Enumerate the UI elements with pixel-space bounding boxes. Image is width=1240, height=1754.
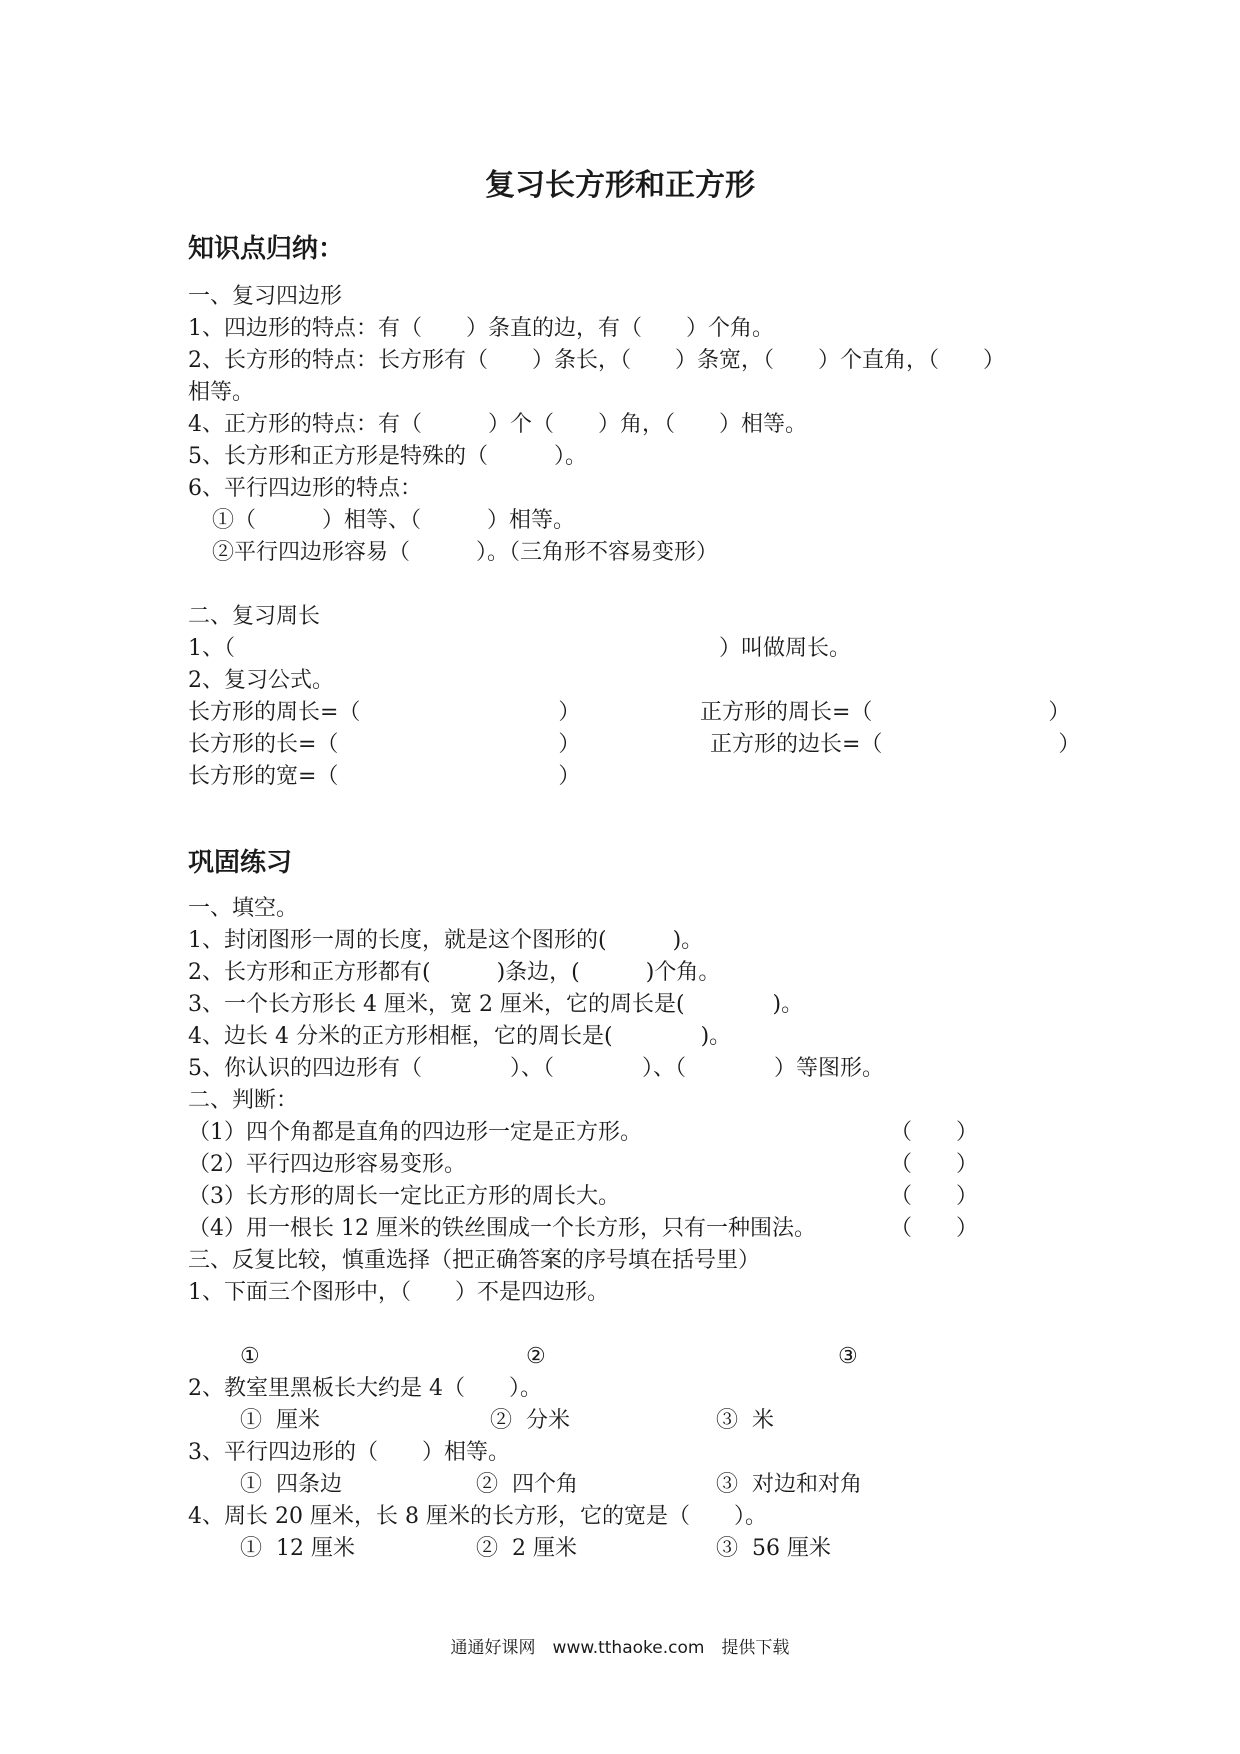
parallelogram-feature-b: ②平行四边形容易（ ）。（三角形不容易变形） [212, 540, 719, 565]
square-feature-line: 4、正方形的特点：有（ ）个（ ）角，（ ）相等。 [188, 412, 807, 437]
judge-item-1-text: （1）四个角都是直角的四边形一定是正方形。 [188, 1120, 642, 1145]
judge-item-2-answer: （ ） [890, 1152, 979, 1177]
choice-1-option-b: ② [526, 1344, 546, 1369]
footer-source: 通通好课网 www.tthaoke.com 提供下载 [450, 1638, 790, 1658]
judge-item-4-answer: （ ） [890, 1216, 979, 1241]
choice-section-title: 三、反复比较，慎重选择（把正确答案的序号填在括号里） [188, 1248, 761, 1273]
choice-1-option-a: ① [240, 1344, 260, 1369]
judge-item-3-text: （3）长方形的周长一定比正方形的周长大。 [188, 1184, 620, 1209]
fill-question-2: 2、长方形和正方形都有( )条边，( )个角。 [188, 960, 721, 985]
choice-question-3: 3、平行四边形的（ ）相等。 [188, 1440, 510, 1465]
choice-3-option-b: ② 四个角 [476, 1472, 578, 1497]
square-perimeter-formula: 正方形的周长=（ ） [700, 700, 1071, 725]
choice-3-option-c: ③ 对边和对角 [716, 1472, 862, 1497]
knowledge-heading: 知识点归纳： [188, 234, 345, 264]
judge-item-2-text: （2）平行四边形容易变形。 [188, 1152, 466, 1177]
parallelogram-feature-line: 6、平行四边形的特点： [188, 476, 422, 501]
page-title: 复习长方形和正方形 [485, 168, 755, 203]
square-side-formula: 正方形的边长=（ ） [710, 732, 1081, 757]
parallelogram-feature-a: ①（ ）相等、（ ）相等。 [212, 508, 576, 533]
fill-question-5: 5、你认识的四边形有（ ）、（ ）、（ ）等图形。 [188, 1056, 884, 1081]
fill-question-3: 3、一个长方形长 4 厘米，宽 2 厘米，它的周长是( )。 [188, 992, 804, 1017]
choice-2-option-c: ③ 米 [716, 1408, 774, 1433]
choice-1-option-c: ③ [838, 1344, 858, 1369]
judge-item-4-text: （4）用一根长 12 厘米的铁丝围成一个长方形，只有一种围法。 [188, 1216, 816, 1241]
choice-3-option-a: ① 四条边 [240, 1472, 342, 1497]
rect-perimeter-formula: 长方形的周长=（ ） [188, 700, 581, 725]
perimeter-definition-line: 1、（ ）叫做周长。 [188, 636, 851, 661]
choice-4-option-c: ③ 56 厘米 [716, 1536, 831, 1561]
fill-question-1: 1、封闭图形一周的长度，就是这个图形的( )。 [188, 928, 704, 953]
choice-question-1: 1、下面三个图形中，（ ）不是四边形。 [188, 1280, 609, 1305]
judge-section-title: 二、判断： [188, 1088, 299, 1113]
judge-item-1-answer: （ ） [890, 1120, 979, 1145]
choice-question-4: 4、周长 20 厘米，长 8 厘米的长方形，它的宽是（ ）。 [188, 1504, 767, 1529]
section-perimeter-title: 二、复习周长 [188, 604, 321, 629]
choice-question-2: 2、教室里黑板长大约是 4（ ）。 [188, 1376, 542, 1401]
choice-4-option-a: ① 12 厘米 [240, 1536, 355, 1561]
fill-section-title: 一、填空。 [188, 896, 299, 921]
quadrilateral-feature-line: 1、四边形的特点：有（ ）条直的边，有（ ）个角。 [188, 316, 774, 341]
judge-item-3-answer: （ ） [890, 1184, 979, 1209]
choice-2-option-b: ② 分米 [490, 1408, 570, 1433]
formula-review-line: 2、复习公式。 [188, 668, 334, 693]
fill-question-4: 4、边长 4 分米的正方形相框，它的周长是( )。 [188, 1024, 732, 1049]
choice-2-option-a: ① 厘米 [240, 1408, 320, 1433]
rectangle-feature-line-cont: 相等。 [188, 380, 255, 405]
practice-heading: 巩固练习 [188, 848, 293, 878]
choice-4-option-b: ② 2 厘米 [476, 1536, 577, 1561]
rect-length-formula: 长方形的长=（ ） [188, 732, 581, 757]
special-shape-line: 5、长方形和正方形是特殊的（ ）。 [188, 444, 587, 469]
section-quadrilateral-title: 一、复习四边形 [188, 284, 343, 309]
rectangle-feature-line: 2、长方形的特点：长方形有（ ）条长，（ ）条宽，（ ）个直角，（ ） [188, 348, 1005, 373]
rect-width-formula: 长方形的宽=（ ） [188, 764, 581, 789]
